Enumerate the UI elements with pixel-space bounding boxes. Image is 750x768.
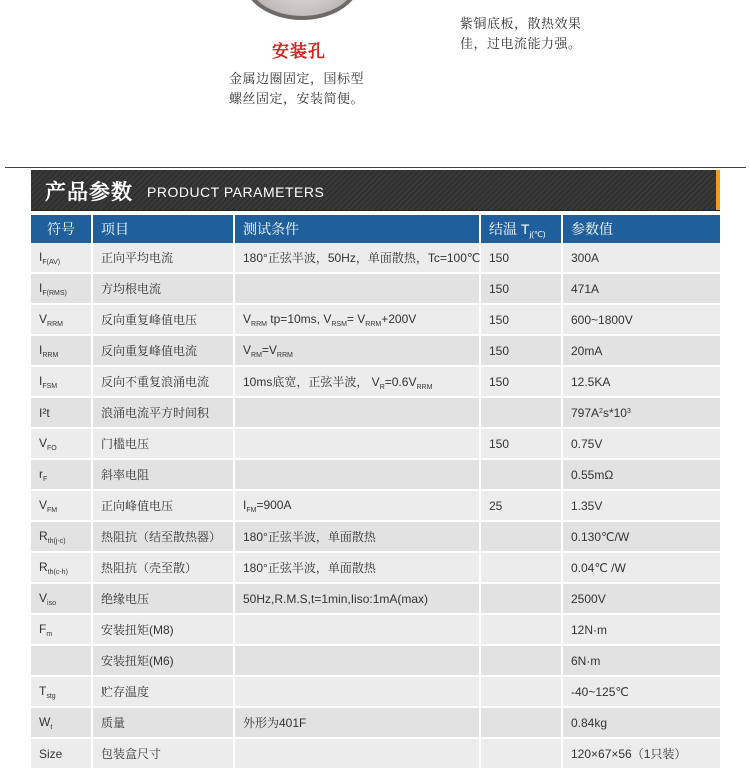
banner-accent bbox=[716, 170, 720, 210]
item-cell: 反向不重复浪涌电流 bbox=[92, 366, 234, 397]
symbol-cell: $R_{th(c-h)}$ bbox=[31, 552, 92, 583]
item-cell: 安装扭矩(M6) bbox=[92, 645, 234, 676]
value-cell: 2500V bbox=[562, 583, 720, 614]
item-cell: 门槛电压 bbox=[92, 428, 234, 459]
value-cell: 0.55mΩ bbox=[562, 459, 720, 490]
value-cell: -40~125℃ bbox=[562, 676, 720, 707]
table-row bbox=[31, 676, 720, 707]
item-cell: 绝缘电压 bbox=[92, 583, 234, 614]
temp-cell: 25 bbox=[480, 490, 562, 521]
value-cell: 12.5KA bbox=[562, 366, 720, 397]
value-cell: 0.130℃/W bbox=[562, 521, 720, 552]
table-row bbox=[31, 614, 720, 645]
condition-cell: 180°正弦半波，50Hz，单面散热，Tc=100℃ bbox=[234, 243, 480, 273]
mounting-hole-line: 金属边圈固定，国标型 bbox=[229, 71, 365, 86]
condition-cell bbox=[234, 397, 480, 428]
temp-cell: 150 bbox=[480, 273, 562, 304]
symbol-cell: $W_t$ bbox=[31, 707, 92, 738]
condition-cell: $I_{FM}=900A$ bbox=[234, 490, 480, 521]
table-row bbox=[31, 366, 720, 397]
table-row bbox=[31, 428, 720, 459]
symbol-cell: $V_{FO}$ bbox=[31, 428, 92, 459]
value-cell: 0.75V bbox=[562, 428, 720, 459]
header-temp-label: 结温 T bbox=[489, 221, 530, 237]
symbol-cell: $I_{FSM}$ bbox=[31, 366, 92, 397]
table-row bbox=[31, 521, 720, 552]
value-cell: 0.04℃ /W bbox=[562, 552, 720, 583]
item-cell: 热阻抗（结至散热器） bbox=[92, 521, 234, 552]
symbol-cell: $F_m$ bbox=[31, 614, 92, 645]
symbol-cell: $R_{th(j-c)}$ bbox=[31, 521, 92, 552]
table-row bbox=[31, 490, 720, 521]
mounting-hole-title: 安装孔 bbox=[272, 42, 326, 61]
condition-cell bbox=[234, 614, 480, 645]
condition-cell bbox=[234, 428, 480, 459]
temp-cell bbox=[480, 707, 562, 738]
header-item: 项目 bbox=[92, 215, 234, 243]
item-cell: 正向平均电流 bbox=[92, 243, 234, 273]
base-plate-line: 紫铜底板，散热效果 bbox=[460, 16, 582, 31]
condition-cell bbox=[234, 273, 480, 304]
temp-cell bbox=[480, 521, 562, 552]
temp-cell: 150 bbox=[480, 243, 562, 273]
temp-cell bbox=[480, 614, 562, 645]
symbol-cell: $V_{FM}$ bbox=[31, 490, 92, 521]
table-row bbox=[31, 583, 720, 614]
condition-cell: 180°正弦半波，单面散热 bbox=[234, 552, 480, 583]
table-row bbox=[31, 273, 720, 304]
table-header-row bbox=[31, 215, 720, 243]
header-value: 参数值 bbox=[562, 215, 720, 243]
value-cell: 300A bbox=[562, 243, 720, 273]
condition-cell: 180°正弦半波，单面散热 bbox=[234, 521, 480, 552]
temp-cell: 150 bbox=[480, 335, 562, 366]
symbol-cell: Size bbox=[31, 738, 92, 768]
header-symbol: 符号 bbox=[31, 215, 92, 243]
item-cell: 安装扭矩(M8) bbox=[92, 614, 234, 645]
item-cell: 质量 bbox=[92, 707, 234, 738]
symbol-cell: $I_{F(AV)}$ bbox=[31, 243, 92, 273]
table-row bbox=[31, 335, 720, 366]
symbol-cell: $I_{RRM}$ bbox=[31, 335, 92, 366]
item-cell: 方均根电流 bbox=[92, 273, 234, 304]
temp-cell bbox=[480, 676, 562, 707]
section-banner bbox=[31, 170, 720, 211]
value-cell: $797A^2s*10^3$ bbox=[562, 397, 720, 428]
item-cell: 浪涌电流平方时间积 bbox=[92, 397, 234, 428]
temp-cell: 150 bbox=[480, 428, 562, 459]
symbol-cell: $r_F$ bbox=[31, 459, 92, 490]
header-temp-sub: j(℃) bbox=[529, 230, 546, 239]
table-row bbox=[31, 459, 720, 490]
condition-cell: $V_{RM}=V_{RRM}$ bbox=[234, 335, 480, 366]
condition-cell bbox=[234, 645, 480, 676]
item-cell: 贮存温度 bbox=[92, 676, 234, 707]
temp-cell: 150 bbox=[480, 304, 562, 335]
temp-cell bbox=[480, 397, 562, 428]
temp-cell bbox=[480, 552, 562, 583]
value-cell: 6N·m bbox=[562, 645, 720, 676]
symbol-cell: $T_{stg}$ bbox=[31, 676, 92, 707]
banner-title-cn: 产品参数 bbox=[45, 181, 133, 204]
table-row bbox=[31, 304, 720, 335]
header-condition: 测试条件 bbox=[234, 215, 480, 243]
table-row bbox=[31, 645, 720, 676]
banner-title-en: PRODUCT PARAMETERS bbox=[147, 184, 325, 200]
value-cell: 120×67×56（1只装） bbox=[562, 738, 720, 768]
base-plate-description bbox=[460, 14, 582, 54]
temp-cell bbox=[480, 459, 562, 490]
condition-cell bbox=[234, 459, 480, 490]
symbol-cell: $V_{iso}$ bbox=[31, 583, 92, 614]
symbol-cell bbox=[31, 645, 92, 676]
value-cell: 600~1800V bbox=[562, 304, 720, 335]
item-cell: 包装盒尺寸 bbox=[92, 738, 234, 768]
base-plate-line: 佳，过电流能力强。 bbox=[460, 36, 582, 51]
header-junction-temp bbox=[480, 215, 562, 243]
mounting-hole-image bbox=[243, 0, 361, 20]
mounting-hole-line: 螺丝固定，安装简便。 bbox=[229, 91, 365, 106]
section-divider bbox=[5, 167, 746, 168]
temp-cell bbox=[480, 583, 562, 614]
condition-cell: 10ms底宽，正弦半波， $V_R=0.6V_{RRM}$ bbox=[234, 366, 480, 397]
item-cell: 热阻抗（壳至散） bbox=[92, 552, 234, 583]
symbol-cell: $V_{RRM}$ bbox=[31, 304, 92, 335]
temp-cell: 150 bbox=[480, 366, 562, 397]
item-cell: 反向重复峰值电压 bbox=[92, 304, 234, 335]
item-cell: 斜率电阻 bbox=[92, 459, 234, 490]
value-cell: 1.35V bbox=[562, 490, 720, 521]
condition-cell: 外形为401F bbox=[234, 707, 480, 738]
table-row bbox=[31, 397, 720, 428]
table-row bbox=[31, 243, 720, 273]
temp-cell bbox=[480, 645, 562, 676]
condition-cell: 50Hz,R.M.S,t=1min,Iiso:1mA(max) bbox=[234, 583, 480, 614]
parameters-table bbox=[31, 215, 720, 768]
table-row bbox=[31, 738, 720, 768]
value-cell: 20mA bbox=[562, 335, 720, 366]
table-row bbox=[31, 552, 720, 583]
symbol-cell: I²t bbox=[31, 397, 92, 428]
value-cell: 12N·m bbox=[562, 614, 720, 645]
value-cell: 0.84kg bbox=[562, 707, 720, 738]
value-cell: 471A bbox=[562, 273, 720, 304]
condition-cell bbox=[234, 738, 480, 768]
condition-cell bbox=[234, 676, 480, 707]
condition-cell: $V_{RRM}$ tp=10ms, $V_{RSM}= V_{RRM}+200V$ bbox=[234, 304, 480, 335]
symbol-cell: $I_{F(RMS)}$ bbox=[31, 273, 92, 304]
mounting-hole-description bbox=[229, 69, 364, 109]
temp-cell bbox=[480, 738, 562, 768]
item-cell: 正向峰值电压 bbox=[92, 490, 234, 521]
table-row bbox=[31, 707, 720, 738]
item-cell: 反向重复峰值电流 bbox=[92, 335, 234, 366]
